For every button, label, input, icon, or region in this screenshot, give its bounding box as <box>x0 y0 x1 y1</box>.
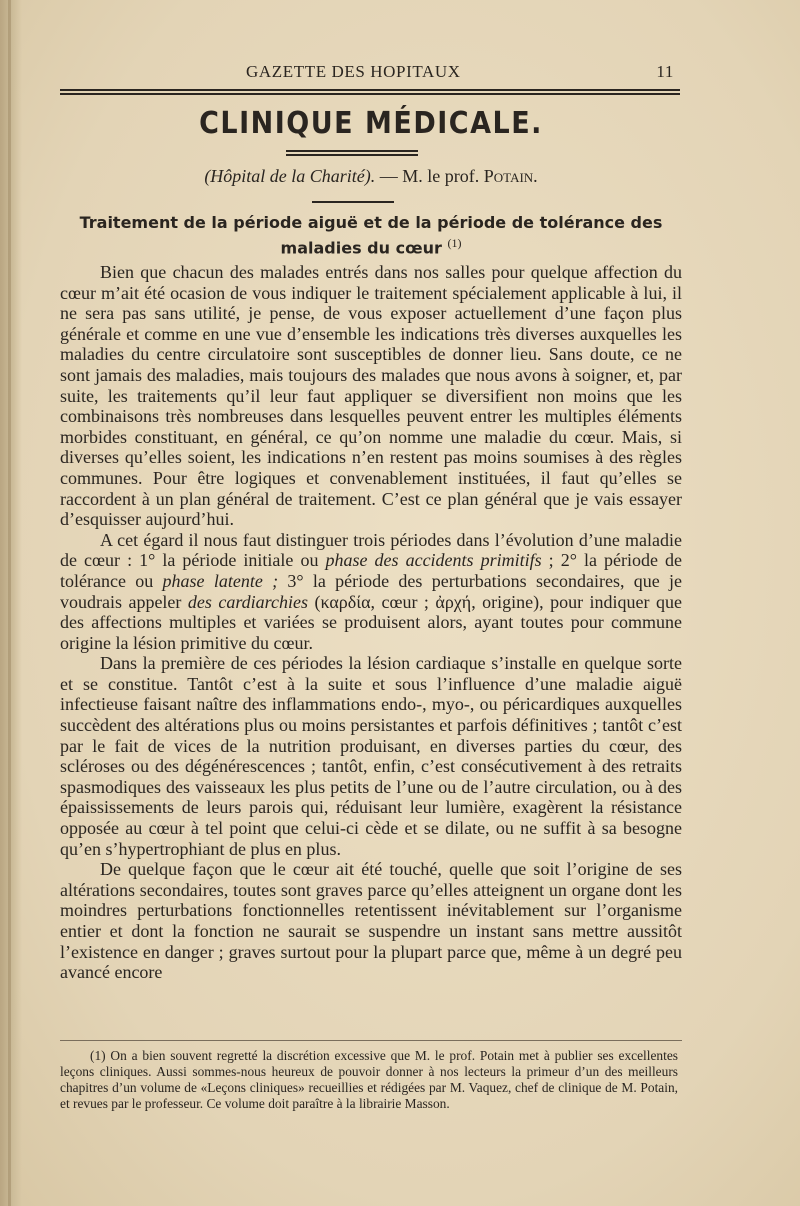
italic-phrase: phase latente ; <box>162 570 279 591</box>
text-run: A cet égard il nous faut distinguer trois périodes dans l’évolution d’une maladie de cœur : 1° la période initiale ou <box>60 529 682 571</box>
binding-gutter <box>0 0 22 1206</box>
article-title <box>60 213 682 258</box>
binding-edge <box>8 0 11 1206</box>
italic-phrase: phase des accidents primitifs <box>325 550 542 571</box>
text-run: Bien que chacun des malades entrés dans nos salles pour quelque affection du cœur m’ait été ocasion de vous indiquer le traitement spécialement applicable à lui, il ne sera pas sans utilité, je pense, de vous exposer actuellement d’une façon plus générale et comme en une vue d’ensemble les indications très diverses auxquelles les maladies du centre circulatoire sont susceptibles de donner lieu. Sans doute, ce ne sont jamais des maladies, mais toujours des malades que nous avons à soigner, et, par suite, les traitements qu’il leur faut appliquer se diversifient non moins que les combinaisons très nombreuses dans lesquelles peuvent entrer les multiples éléments morbides constituant, en général, ce qu’on nomme une maladie du cœur. Mais, si diverses qu’elles soient, les indications n’en restent pas moins soumises à des règles communes. Pour être logiques et convenablement instituées, il faut qu’elles se raccordent à un plan général de traitement. C’est ce plan général que je vais essayer d’esquisser aujourd’hui. <box>60 262 682 530</box>
byline-hospital: (Hôpital de la Charité). <box>204 166 376 186</box>
header-rule <box>60 89 680 95</box>
text-run: (καρδία, cœur ; ἀρχή, origine), pour indiquer que des affections multiples et variées se produisent alors, ayant toutes pour commune origine la lésion primitive du cœur. <box>60 591 682 653</box>
paragraph <box>60 653 682 859</box>
footnote-ref: (1) <box>447 236 462 250</box>
paragraph <box>60 530 682 654</box>
page-header <box>60 62 682 84</box>
footnote: (1) On a bien souvent regretté la discrétion excessive que M. le prof. Potain met à publier ses excellentes leçons cliniques. Aussi sommes-nous heureux de pouvoir donner à nos lecteurs la primeur d’un des meilleurs chapitres d’un volume de «Leçons cliniques» recueillies et rédigées par M. Vaquez, chef de clinique de M. Potain, et revues par le professeur. Ce volume doit paraître à la librairie Masson. <box>60 1048 678 1112</box>
article-body <box>60 262 682 983</box>
section-title: CLINIQUE MÉDICALE. <box>199 106 543 141</box>
paragraph <box>60 859 682 983</box>
text-run: ; 2° la période de tolérance ou <box>60 550 683 591</box>
title-rule <box>312 201 394 203</box>
page-number: 11 <box>656 62 674 81</box>
text-run: 3° la période des perturbations secondaires, que je voudrais appeler <box>60 570 683 612</box>
footnote-rule <box>60 1040 682 1041</box>
article-title-text: Traitement de la période aiguë et de la période de tolérance des maladies du cœur <box>79 213 663 258</box>
italic-phrase: des cardiarchies <box>187 591 308 612</box>
section-rule <box>286 150 418 156</box>
byline <box>60 166 682 187</box>
running-head: GAZETTE DES HOPITAUX <box>246 62 461 81</box>
text-run: Dans la première de ces périodes la lésion cardiaque s’installe en quelque sorte et se constitue. Tantôt c’est à la suite et sous l’influence d’une maladie aiguë infectieuse faisant naître des inflammations endo-, myo-, ou péricardiques auxquelles succèdent des altérations plus ou moins persistantes et parfois définitives ; tantôt c’est par le fait de vices de la nutrition produisant, en diverses parties du cœur, des scléroses ou des dégénérescences ; tantôt, enfin, c’est consécutivement à des retraits spasmodiques des vaisseaux les plus petits de l’une ou de l’autre circulation, ou à des épaississements de leurs parois qui, réduisant leur lumière, exagèrent la résistance opposée au cœur à tel point que celui-ci cède et se dilate, ou ne suffit à sa besogne qu’en s’hypertrophiant de plus en plus. <box>60 653 682 859</box>
text-run: De quelque façon que le cœur ait été touché, quelle que soit l’origine de ses altérations secondaires, toutes sont graves parce qu’elles atteignent un organe dont les moindres perturbations fonctionnelles retentissent inévitablement sur l’organisme entier et dont la fonction ne saurait se suspendre un instant sans mettre aussitôt l’existence en danger ; graves surtout pour la plupart parce que, même à un degré peu avancé encore <box>60 859 682 983</box>
paragraph <box>60 262 682 530</box>
byline-professor: Potain. <box>483 166 538 186</box>
byline-prefix: — M. le prof. <box>375 166 484 186</box>
